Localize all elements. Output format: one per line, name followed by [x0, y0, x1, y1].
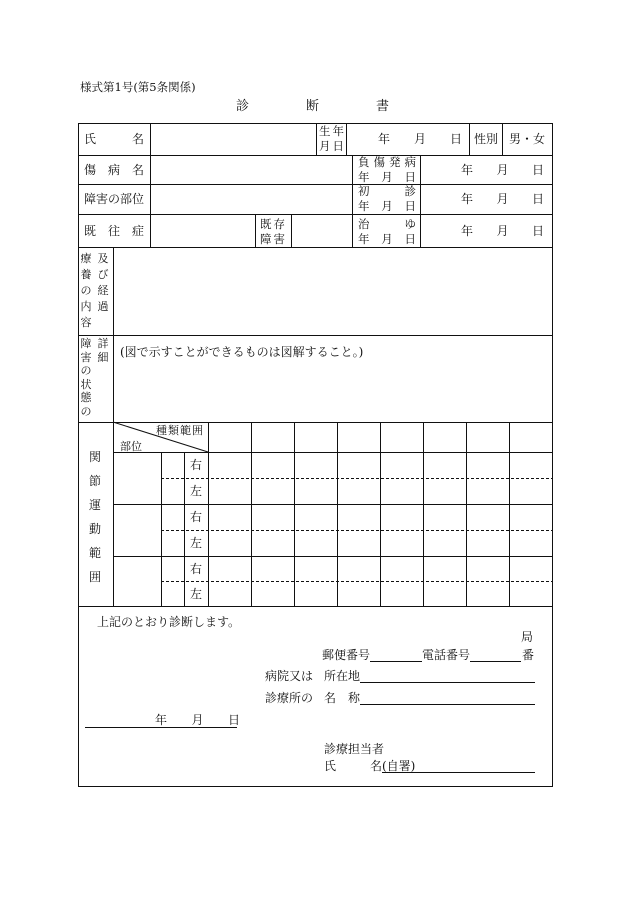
onset-date-fields: [461, 164, 544, 176]
phone-number-label: 電話番号: [422, 648, 471, 662]
disease-name-label: 傷病名: [84, 163, 144, 177]
birth-date-label-bottom: 月日: [319, 139, 344, 153]
postal-code-label: 郵便番号: [322, 648, 371, 662]
phone-number-suffix: 番: [522, 648, 535, 662]
onset-date-label-top: 負傷発病: [358, 155, 416, 169]
address-label: 所在地: [324, 669, 361, 683]
birth-month-label: 月: [413, 132, 426, 146]
document-title: 診断書: [236, 99, 447, 114]
form-number: 様式第1号(第5条関係): [80, 80, 196, 94]
rom-side-left-1: 左: [190, 484, 203, 498]
rom-side-right-1: 右: [190, 458, 203, 472]
first-visit-month-label: 月: [496, 192, 509, 206]
disability-detail-note: (図で示すことができるものは図解すること。): [120, 345, 364, 359]
certification-statement: 上記のとおり診断します。: [97, 615, 241, 629]
past-history-entry-cell: [151, 215, 255, 247]
first-visit-date-fields: [461, 193, 544, 205]
pre-existing-label-bottom: 障害: [260, 232, 285, 246]
disease-name-entry-cell: [151, 156, 352, 184]
sex-options: 男・女: [509, 132, 546, 146]
facility-name-label: 名称: [324, 691, 360, 705]
onset-date-label-bottom: 年月日: [358, 170, 416, 184]
treatment-details-area: [114, 248, 552, 335]
attending-doctor-label: 診療担当者: [324, 742, 385, 756]
doctor-name-label: 氏名: [324, 759, 382, 773]
phone-bureau-label: 局: [521, 630, 534, 644]
pre-existing-entry-cell: [292, 215, 352, 247]
certification-day-label: 日: [227, 713, 240, 727]
rom-header-type-range: 種類範囲: [156, 424, 204, 437]
first-visit-day-label: 日: [531, 192, 544, 206]
name-label: 氏名: [84, 132, 144, 146]
cure-label-top: 治ゆ: [358, 217, 416, 231]
onset-day-label: 日: [531, 163, 544, 177]
rom-side-left-2: 左: [190, 536, 203, 550]
certification-date-fields: [155, 714, 240, 726]
cure-month-label: 月: [496, 224, 509, 238]
name-entry-cell: [151, 124, 316, 155]
cure-year-label: 年: [461, 224, 474, 238]
signature-note: (自署): [382, 759, 416, 773]
treatment-label-left: 療養の内容: [80, 252, 92, 329]
first-visit-label-top: 初診: [358, 184, 416, 198]
first-visit-label-bottom: 年月日: [358, 199, 416, 213]
disability-detail-label-left: 障害の状態の: [80, 337, 92, 418]
disability-site-entry-cell: [151, 185, 352, 214]
rom-measurement-grid: [209, 423, 552, 606]
onset-month-label: 月: [496, 163, 509, 177]
pre-existing-label-top: 既存: [260, 217, 285, 231]
certification-month-label: 月: [191, 713, 204, 727]
rom-side-right-3: 右: [190, 562, 203, 576]
facility-type-label-top: 病院又は: [265, 669, 314, 683]
cure-label-bottom: 年月日: [358, 232, 416, 246]
past-history-label: 既往症: [84, 224, 144, 238]
rom-side-left-3: 左: [190, 587, 203, 601]
range-of-motion-label: 関節運動範囲: [89, 450, 102, 584]
sex-label: 性別: [474, 132, 499, 146]
certification-year-label: 年: [155, 713, 168, 727]
birth-year-label: 年: [378, 132, 391, 146]
treatment-label-right: 及び経過: [97, 252, 109, 313]
rom-header-part: 部位: [120, 440, 142, 453]
birth-date-label-top: 生年: [319, 124, 344, 138]
cure-day-label: 日: [531, 224, 544, 238]
rom-side-right-2: 右: [190, 510, 203, 524]
birth-day-label: 日: [449, 132, 462, 146]
onset-year-label: 年: [461, 163, 474, 177]
facility-type-label-bottom: 診療所の: [265, 691, 314, 705]
disability-detail-label-right: 詳細: [97, 337, 109, 364]
birth-date-fields: [378, 133, 462, 145]
cure-date-fields: [461, 225, 544, 237]
disability-site-label: 障害の部位: [84, 192, 145, 206]
first-visit-year-label: 年: [461, 192, 474, 206]
